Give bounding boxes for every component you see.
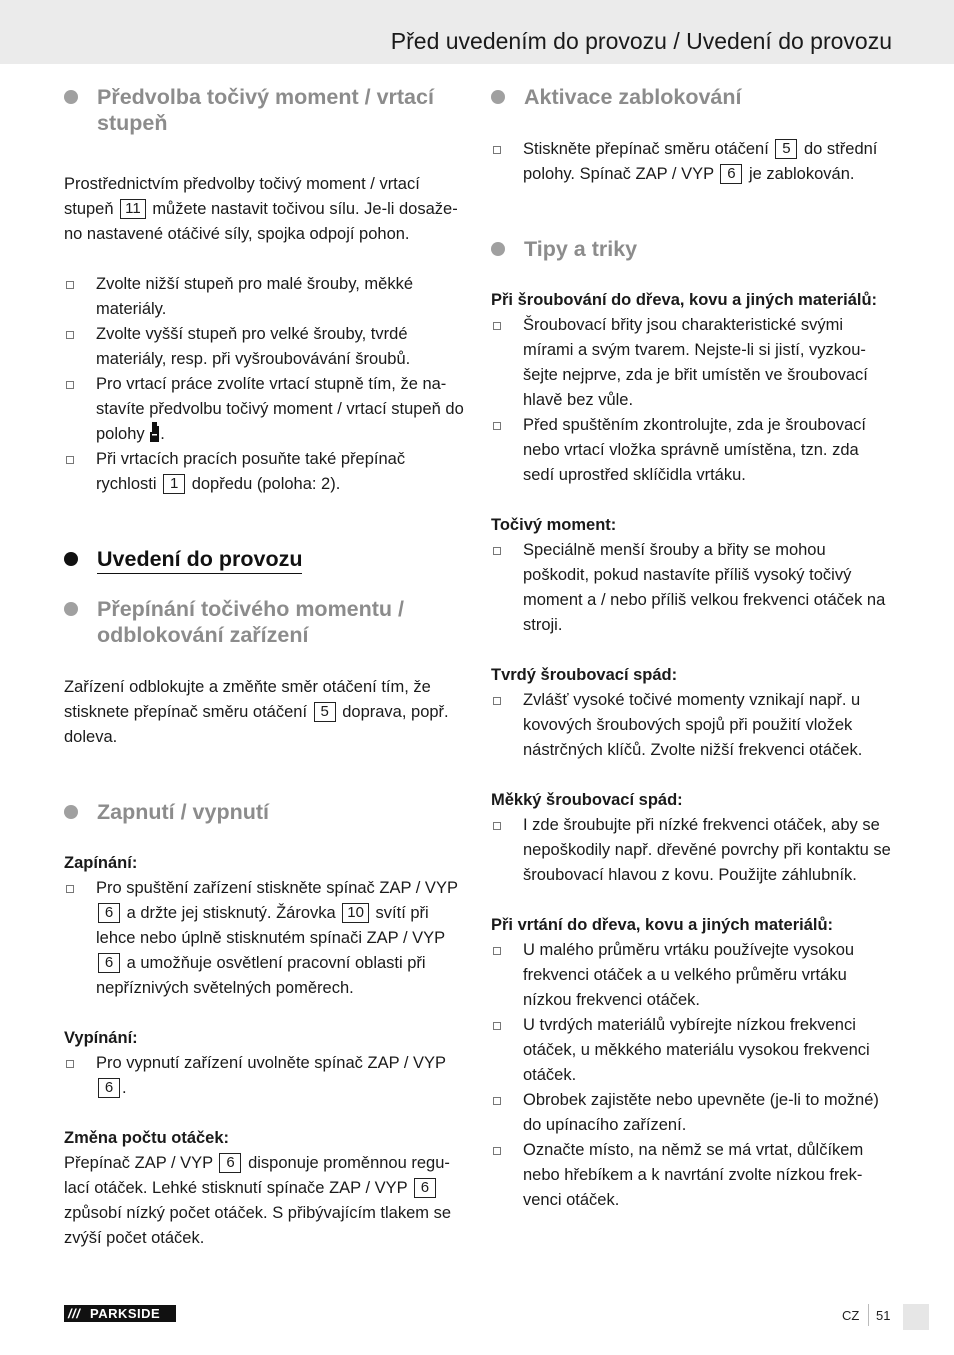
torque-preset-paragraph: Prostřednictvím předvolby točivý moment / vrtací stupeň 11 můžete nastavit točivou sílu. Je-li dosaže-no nastavené otáčivé síly, spojka odpojí pohon. [64, 175, 458, 243]
subheading-switching-on: Zapínání: [64, 854, 138, 872]
left-column [64, 84, 464, 1251]
list-item: Speciálně menší šrouby a břity se mohou poškodit, pokud nastavíte příliš vysoký točivý moment a / nebo příliš velkou frekvenci otáček na stroji. [491, 538, 891, 638]
part-ref: 6 [219, 1153, 241, 1173]
list-item: Šroubovací břity jsou charakteristické svými mírami a svým tvarem. Nejste-li si jistí, vyzkou-šejte nejprve, zda je břit umístěn ve šroubovací hlavě bez vůle. [491, 313, 891, 413]
section-heading-on-off: Zapnutí / vypnutí [64, 799, 464, 825]
section-heading-torque-preset: Předvolba točivý moment / vrtací stupeň [64, 84, 464, 136]
section-heading-lock: Aktivace zablokování [491, 84, 891, 110]
footer-divider [868, 1304, 869, 1326]
subheading-speed-change: Změna počtu otáček: [64, 1129, 230, 1147]
subheading-switching-off: Vypínání: [64, 1029, 138, 1047]
list-item: Pro spuštění zařízení stiskněte spínač ZAP / VYP 6 a držte jej stisknutý. Žárovka 10 svítí při lehce nebo úplně stisknutém spínači ZAP / VYP 6 a umožňuje osvětlení pracovní oblasti při nepříznivých světelných poměrech. [64, 876, 464, 1001]
soft-joint-list [491, 813, 891, 888]
list-item: Obrobek zajistěte nebo upevněte (je-li to možné) do upínacího zařízení. [491, 1088, 891, 1138]
part-ref: 5 [314, 702, 336, 722]
page-number: 51 [876, 1308, 891, 1323]
list-item: Pro vypnutí zařízení uvolněte spínač ZAP / VYP 6 . [64, 1051, 464, 1101]
section-heading-start-up: Uvedení do provozu [64, 546, 464, 572]
list-item: Před spuštěním zkontrolujte, zda je šroubovací nebo vrtací vložka správně umístěna, tzn. zda sedí uprostřed sklíčidla vrtáku. [491, 413, 891, 488]
part-ref: 6 [98, 953, 120, 973]
list-item: Stiskněte přepínač směru otáčení 5 do střední polohy. Spínač ZAP / VYP 6 je zablokován. [491, 137, 891, 187]
part-ref: 6 [98, 903, 120, 923]
hard-joint-list [491, 688, 891, 763]
switching-off-list [64, 1051, 464, 1101]
subheading-screwing: Při šroubování do dřeva, kovu a jiných materiálů: [491, 291, 878, 309]
part-ref: 6 [720, 164, 742, 184]
list-item: U malého průměru vrtáku používejte vysokou frekvenci otáček a u velkého průměru vrtáku nízkou frekvenci otáček. [491, 938, 891, 1013]
list-item: Zvolte nižší stupeň pro malé šrouby, měkké materiály. [64, 272, 464, 322]
part-ref: 6 [414, 1178, 436, 1198]
switching-on-list [64, 876, 464, 1001]
section-heading-direction-switch: Přepínání točivého momentu / odblokování zařízení [64, 596, 464, 648]
drilling-list [491, 938, 891, 1213]
speed-change-paragraph: Přepínač ZAP / VYP 6 disponuje proměnnou regu-lací otáček. Lehké stisknutí spínače ZAP / VYP 6 způsobí nízký počet otáček. S přibývajícím tlakem se zvýší počet otáček. [64, 1154, 452, 1247]
torque-list [491, 538, 891, 638]
right-column [491, 84, 891, 1213]
subheading-drilling: Při vrtání do dřeva, kovu a jiných materiálů: [491, 916, 834, 934]
part-ref: 5 [775, 139, 797, 159]
part-ref: 1 [163, 474, 185, 494]
direction-switch-paragraph: Zařízení odblokujte a změňte směr otáčení tím, že stisknete přepínač směru otáčení 5 doprava, popř. doleva. [64, 678, 449, 746]
list-item: U tvrdých materiálů vybírejte nízkou frekvenci otáček, u měkkého materiálu vysokou frekvenci otáček. [491, 1013, 891, 1088]
parkside-logo: /// PARKSIDE [64, 1305, 176, 1322]
list-item: Zvlášť vysoké točivé momenty vznikají např. u kovových šroubových spojů při použití vložek nástrčných klíčů. Zvolte nižší frekvenci otáček. [491, 688, 891, 763]
list-item: Zvolte vyšší stupeň pro velké šrouby, tvrdé materiály, resp. při vyšroubovávání šroubů. [64, 322, 464, 372]
footer-tab-marker [903, 1304, 929, 1330]
part-ref: 6 [98, 1078, 120, 1098]
list-item: Pro vrtací práce zvolíte vrtací stupně tím, že na-stavíte předvolbu točivý moment / vrtací stupeň do polohy . [64, 372, 464, 447]
page-header-title: Před uvedením do provozu / Uvedení do provozu [390, 28, 892, 54]
list-item: I zde šroubujte při nízké frekvenci otáček, aby se nepoškodily např. dřevěné povrchy při kontaktu se šroubovací hlavou z kovu. Použijte záhlubník. [491, 813, 891, 888]
section-heading-tips: Tipy a triky [491, 236, 891, 262]
lock-list [491, 137, 891, 187]
part-ref: 10 [342, 903, 369, 923]
part-ref: 11 [120, 199, 146, 219]
list-item: Při vrtacích pracích posuňte také přepínač rychlosti 1 dopředu (poloha: 2). [64, 447, 464, 497]
subheading-torque: Točivý moment: [491, 516, 617, 534]
drill-symbol-icon [149, 422, 160, 442]
torque-preset-list [64, 272, 464, 497]
list-item: Označte místo, na němž se má vrtat, důlčíkem nebo hřebíkem a k navrtání zvolte nízkou frek-venci otáček. [491, 1138, 891, 1213]
screwing-list [491, 313, 891, 488]
subheading-hard-joint: Tvrdý šroubovací spád: [491, 666, 678, 684]
footer-language-code: CZ [842, 1308, 860, 1323]
subheading-soft-joint: Měkký šroubovací spád: [491, 791, 683, 809]
